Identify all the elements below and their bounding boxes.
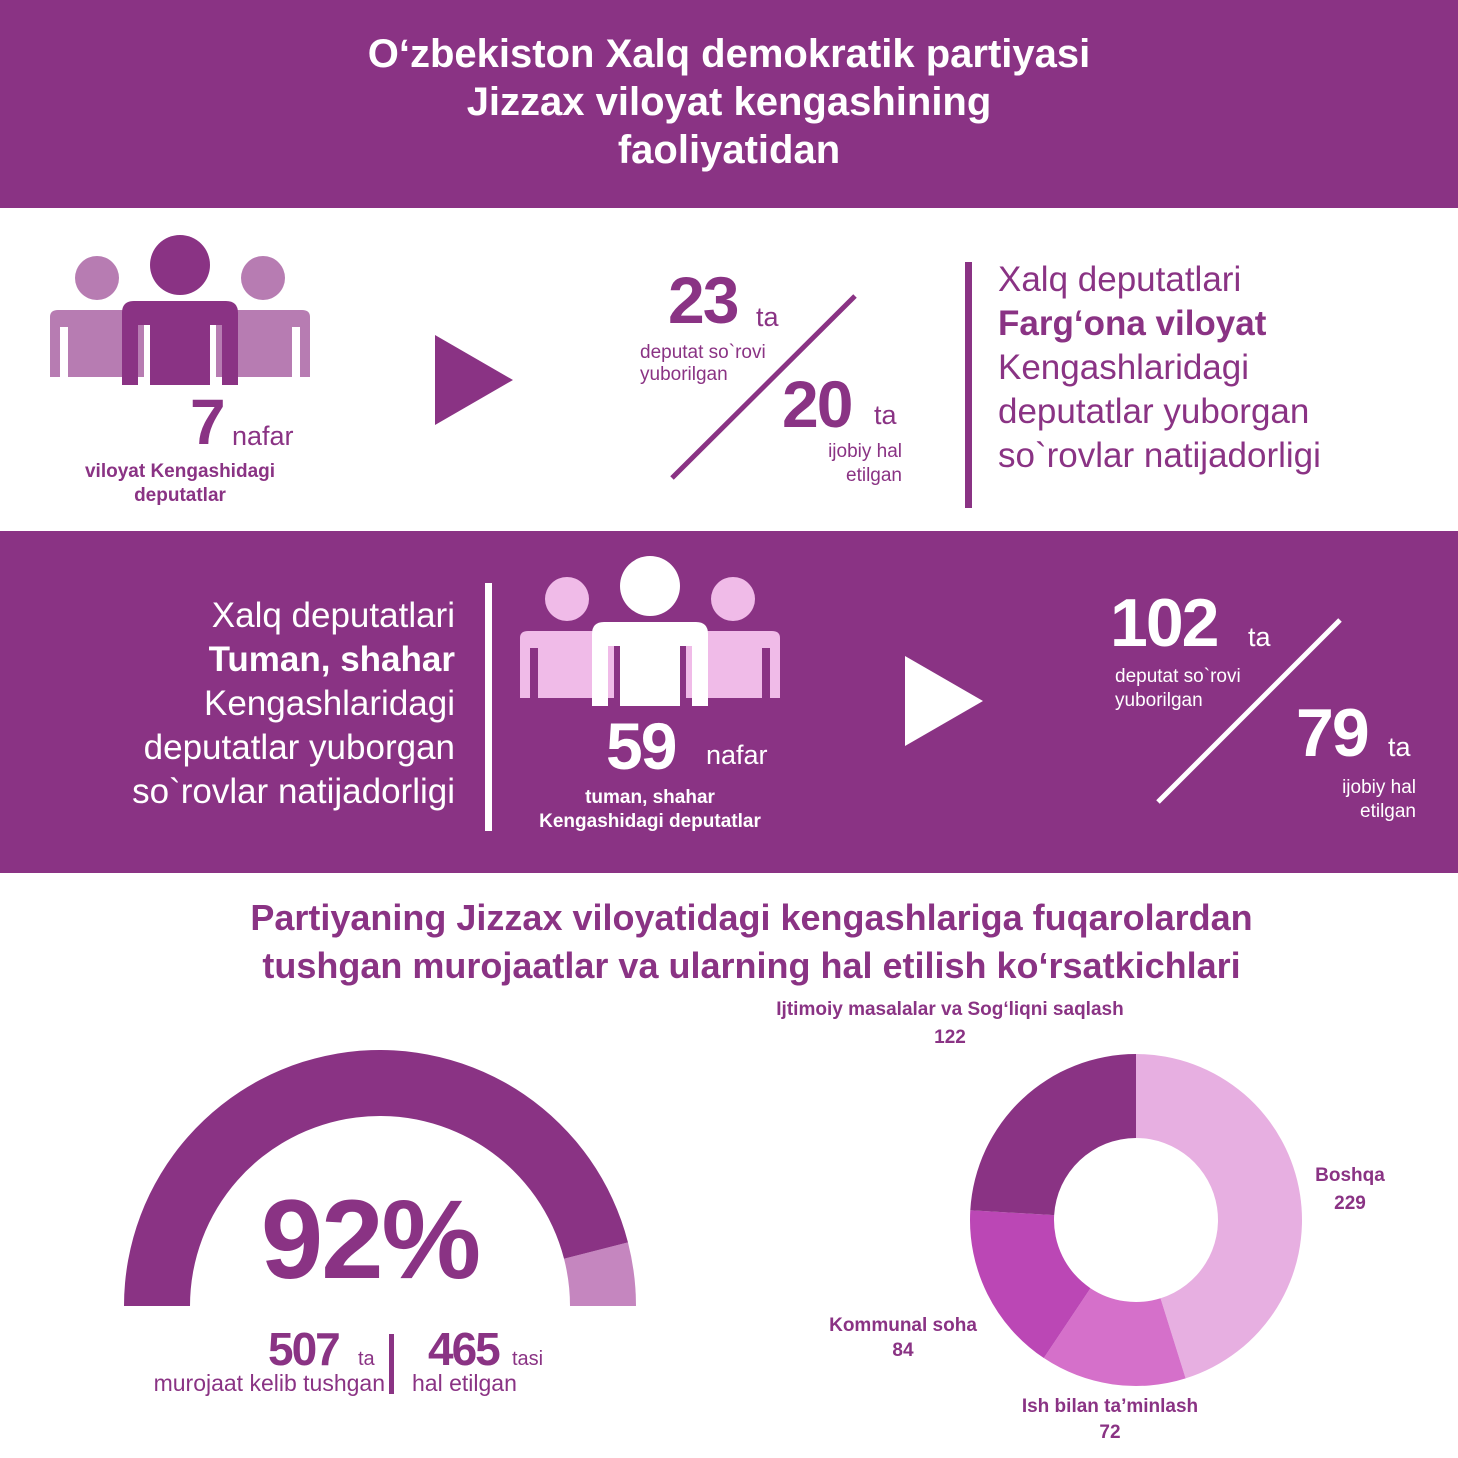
district-requests-resolved-unit: ta bbox=[1388, 732, 1411, 762]
appeals-resolved-label: hal etilgan bbox=[412, 1370, 517, 1396]
appeals-vertical-divider bbox=[389, 1334, 394, 1394]
district-description bbox=[40, 594, 455, 814]
regional-deputies-label bbox=[40, 460, 320, 508]
play-arrow-icon bbox=[435, 335, 515, 425]
district-requests-resolved-group bbox=[1296, 694, 1436, 774]
play-arrow-icon-white bbox=[905, 656, 985, 746]
regional-requests-resolved-label-line2: etilgan bbox=[846, 465, 902, 486]
donut-label-ijtimoiy-name: Ijtimoiy masalalar va Sog‘liqni saqlash bbox=[776, 999, 1124, 1020]
district-requests-sent-label-line2: yuborilgan bbox=[1115, 690, 1203, 711]
title-line-3: faoliyatidan bbox=[617, 128, 841, 172]
regional-description bbox=[998, 258, 1438, 478]
regional-desc-line1: Xalq deputatlari bbox=[998, 260, 1242, 299]
district-desc-line4: deputatlar yuborgan bbox=[143, 728, 455, 767]
district-requests-sent-group bbox=[1110, 584, 1310, 664]
regional-requests-sent-label-line1: deputat so`rovi bbox=[640, 342, 766, 363]
regional-requests-resolved-count: 20 bbox=[782, 367, 852, 441]
regional-requests-resolved-group bbox=[782, 366, 922, 446]
regional-deputies-label-line2: deputatlar bbox=[134, 485, 226, 506]
header-band bbox=[0, 0, 1458, 208]
district-requests-sent-count: 102 bbox=[1110, 585, 1218, 661]
people-group-icon bbox=[50, 235, 310, 385]
regional-deputies-unit: nafar bbox=[232, 421, 294, 451]
regional-requests-sent-count: 23 bbox=[668, 263, 738, 337]
district-desc-line3: Kengashlaridagi bbox=[203, 684, 455, 723]
district-deputies-label-line2: Kengashidagi deputatlar bbox=[539, 811, 761, 832]
people-group-icon-white bbox=[520, 556, 780, 706]
district-deputies-label-line1: tuman, shahar bbox=[585, 787, 715, 808]
donut-label-boshqa-name: Boshqa bbox=[1315, 1165, 1385, 1186]
regional-deputies-count-group bbox=[150, 385, 310, 458]
title-line-1: O‘zbekiston Xalq demokratik partiyasi bbox=[367, 32, 1091, 76]
regional-requests-sent-unit: ta bbox=[756, 302, 779, 332]
district-requests-sent-label bbox=[1115, 665, 1315, 713]
regional-vertical-divider bbox=[965, 262, 972, 508]
district-deputies-unit: nafar bbox=[706, 740, 768, 770]
page-title bbox=[0, 30, 1458, 174]
donut-label-ish-bilan bbox=[990, 1394, 1230, 1446]
appeals-heading bbox=[0, 894, 1458, 990]
regional-requests-resolved-label-line1: ijobiy hal bbox=[828, 441, 902, 462]
regional-requests-resolved-unit: ta bbox=[874, 400, 897, 430]
regional-requests-resolved-label bbox=[742, 440, 902, 488]
regional-deputies-label-line1: viloyat Kengashidagi bbox=[84, 461, 276, 482]
appeals-heading-line2: tushgan murojaatlar va ularning hal etilish ko‘rsatkichlari bbox=[262, 945, 1241, 986]
regional-desc-line4: deputatlar yuborgan bbox=[998, 392, 1310, 431]
district-desc-line2: Tuman, shahar bbox=[208, 640, 455, 679]
donut-label-ish-bilan-value: 72 bbox=[1099, 1422, 1121, 1443]
district-deputies-count-group bbox=[600, 708, 800, 788]
appeals-resolved-count: 465 bbox=[428, 1323, 499, 1375]
appeals-resolved-unit: tasi bbox=[512, 1348, 544, 1370]
appeals-resolved-group bbox=[410, 1322, 580, 1402]
appeals-heading-line1: Partiyaning Jizzax viloyatidagi kengashlariga fuqarolardan bbox=[250, 897, 1253, 938]
district-desc-line5: so`rovlar natijadorligi bbox=[132, 772, 455, 811]
donut-label-kommunal bbox=[800, 1313, 1006, 1363]
donut-label-kommunal-name: Kommunal soha bbox=[829, 1315, 977, 1336]
gauge-percent-label: 92% bbox=[260, 1177, 480, 1302]
regional-requests-sent-group bbox=[668, 262, 818, 342]
district-requests-resolved-label bbox=[1256, 776, 1416, 824]
title-line-2: Jizzax viloyat kengashining bbox=[466, 80, 992, 124]
district-deputies-count: 59 bbox=[606, 709, 676, 783]
district-requests-sent-label-line1: deputat so`rovi bbox=[1115, 666, 1241, 687]
donut-slice-ijtimoiy bbox=[970, 1054, 1136, 1215]
appeals-received-count: 507 bbox=[268, 1323, 339, 1375]
appeals-donut-chart bbox=[966, 1050, 1306, 1390]
regional-requests-sent-label-line2: yuborilgan bbox=[640, 364, 728, 385]
donut-label-boshqa bbox=[1290, 1162, 1410, 1218]
appeals-received-label: murojaat kelib tushgan bbox=[153, 1370, 385, 1396]
appeals-received-unit: ta bbox=[358, 1348, 375, 1370]
district-vertical-divider bbox=[485, 583, 492, 831]
donut-label-ijtimoiy-value: 122 bbox=[934, 1027, 966, 1048]
district-desc-line1: Xalq deputatlari bbox=[211, 596, 455, 635]
district-requests-resolved-count: 79 bbox=[1296, 695, 1368, 771]
regional-desc-line5: so`rovlar natijadorligi bbox=[998, 436, 1321, 475]
donut-label-ijtimoiy bbox=[700, 996, 1200, 1052]
appeals-received-group bbox=[120, 1322, 385, 1402]
donut-label-kommunal-value: 84 bbox=[892, 1340, 914, 1361]
district-requests-resolved-label-line2: etilgan bbox=[1360, 801, 1416, 822]
regional-desc-line2: Farg‘ona viloyat bbox=[998, 304, 1267, 343]
district-deputies-label bbox=[510, 786, 790, 834]
regional-desc-line3: Kengashlaridagi bbox=[998, 348, 1250, 387]
district-requests-resolved-label-line1: ijobiy hal bbox=[1342, 777, 1416, 798]
regional-deputies-count: 7 bbox=[190, 386, 224, 458]
donut-label-ish-bilan-name: Ish bilan ta’minlash bbox=[1021, 1396, 1199, 1417]
district-requests-sent-unit: ta bbox=[1248, 622, 1271, 652]
donut-label-boshqa-value: 229 bbox=[1334, 1193, 1366, 1214]
